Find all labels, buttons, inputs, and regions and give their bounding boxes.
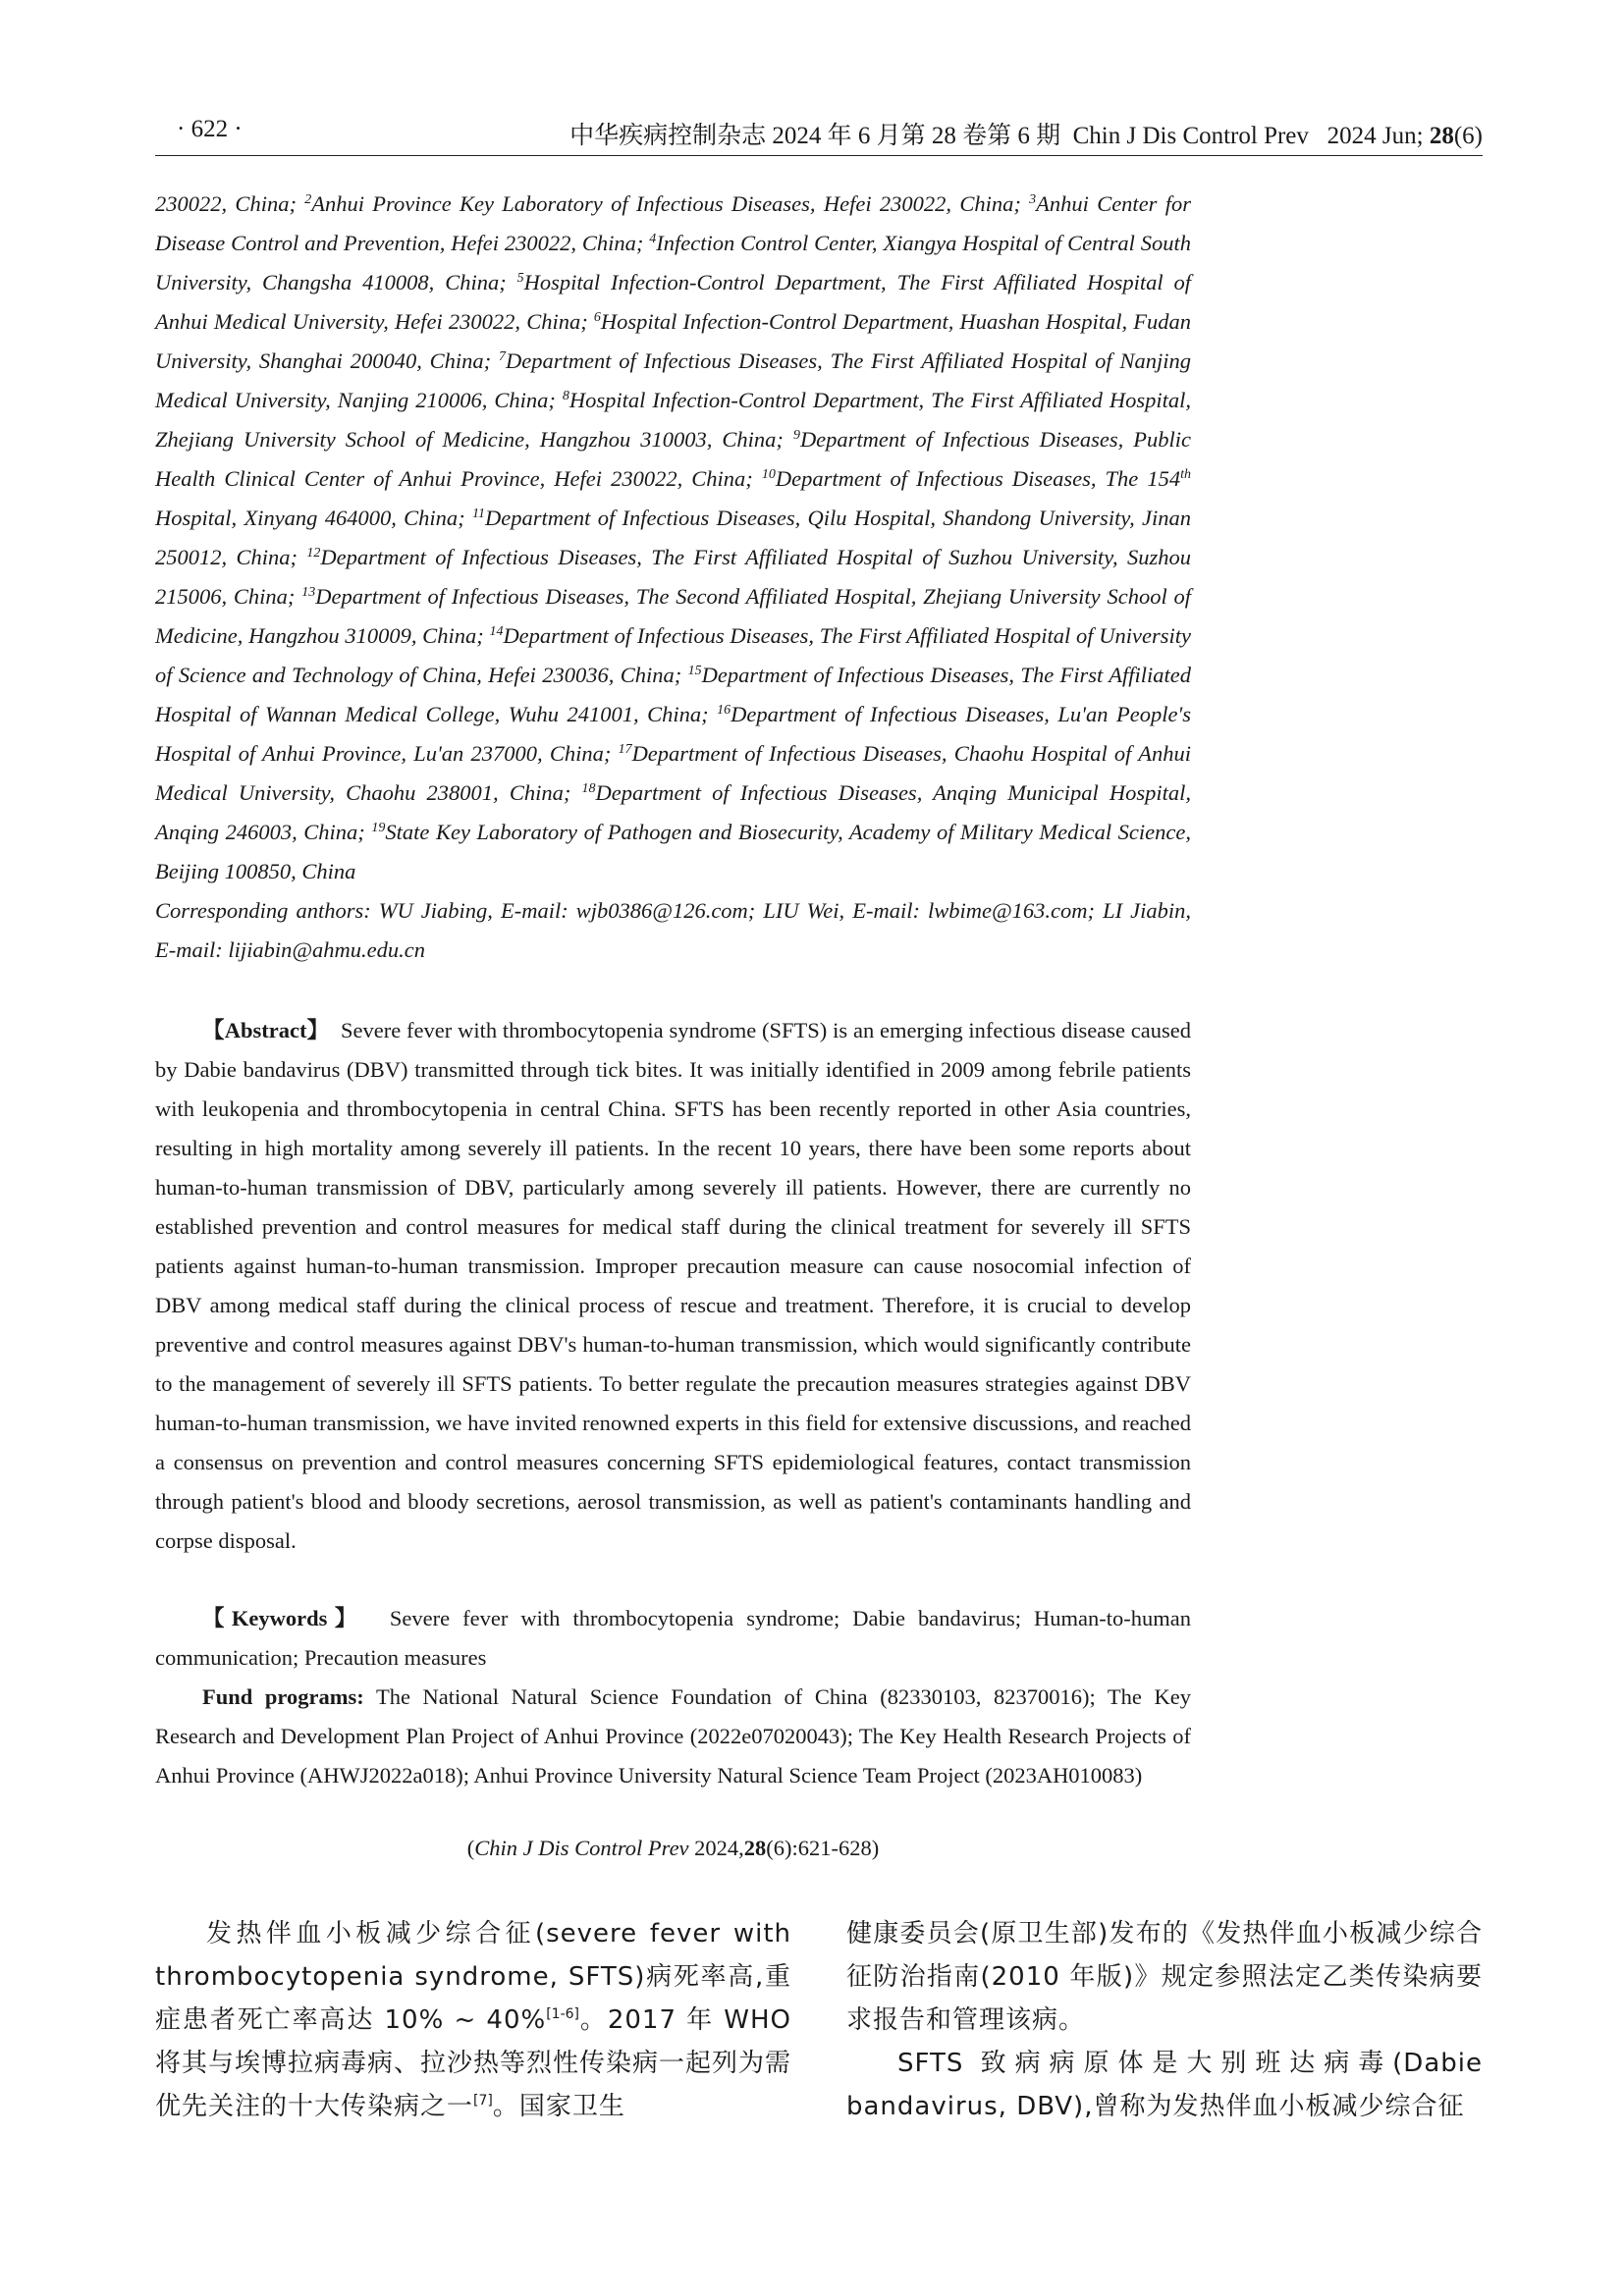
affiliation-item: $^2$Anhui Province Key Laboratory of Infectious Diseases, Hefei 230022, China; [304,191,1030,216]
affiliation-item: $^{th}$ Hospital, Xinyang 464000, China; [155,467,1191,530]
affiliation-item: $^{15}$Department of Infectious Diseases, The First Affiliated Hospital of Wannan Medical College, Wuhu 241001, China; [155,663,1191,726]
reference-marker: [7] [473,2093,493,2109]
affiliation-item: $^{10}$Department of Infectious Diseases, The 154 [761,466,1181,491]
journal-volume: 28 [1429,123,1454,149]
abstract-label: 【Abstract】 [202,1018,330,1042]
affiliations [155,185,1191,970]
body-paragraph: SFTS 致病病原体是大别班达病毒(Dabie bandavirus, DBV),曾称为发热伴血小板减少综合征 [846,2049,1483,2121]
journal-issue: (6) [1453,123,1483,149]
affiliation-item: $^7$Department of Infectious Diseases, The First Affiliated Hospital of Nanjing Medical University, Nanjing 210006, China; [155,348,1191,412]
journal-name-cn: 中华疾病控制杂志 2024 年 6 月第 28 卷第 6 期 [569,123,1061,149]
body-column-right [846,1912,1483,2128]
affiliation-item: $^{17}$Department of Infectious Diseases, Chaohu Hospital of Anhui Medical University, Chaohu 238001, China; [155,741,1191,805]
keywords-text: Severe fever with thrombocytopenia syndrome; Dabie bandavirus; Human-to-human communication; Precaution measures [155,1606,1192,1670]
affiliation-item: $^5$Hospital Infection-Control Department, The First Affiliated Hospital of Anhui Medical University, Hefei 230022, China; [155,270,1192,334]
journal-date: 2024 Jun; [1326,123,1424,149]
affiliation-item: $^{19}$State Key Laboratory of Pathogen and Biosecurity, Academy of Military Medical Science, Beijing 100850, China [155,820,1191,883]
abstract-text: Severe fever with thrombocytopenia syndrome (SFTS) is an emerging infectious disease caused by Dabie bandavirus (DBV) transmitted through tick bites. It was initially identified in 2009 among febrile patients with leukopenia and thrombocytopenia in central China. SFTS has been recently reported in other Asia countries, resulting in high mortality among severely ill patients. In the recent 10 years, there have been some reports about human-to-human transmission of DBV, particularly among severely ill patients. However, there are currently no established prevention and control measures for medical staff during the clinical treatment for severely ill SFTS patients against human-to-human transmission. Improper precaution measure can cause nosocomial infection of DBV among medical staff during the clinical process of rescue and treatment. Therefore, it is crucial to develop preventive and control measures against DBV's human-to-human transmission, which would significantly contribute to the management of severely ill SFTS patients. To better regulate the precaution measures strategies against DBV human-to-human transmission, we have invited renowned experts in this field for extensive discussions, and reached a consensus on prevention and control measures concerning SFTS epidemiological features, contact transmission through patient's blood and bloody secretions, aerosol transmission, as well as patient's contaminants handling and corpse disposal. [155,1018,1192,1553]
affiliation-item: 230022, China; [155,191,305,216]
keywords-label: 【Keywords】 [202,1606,364,1630]
journal-header [569,116,1483,151]
header-rule [155,155,1483,156]
fund-label: Fund programs: [202,1684,364,1709]
affiliation-item: $^{18}$Department of Infectious Diseases, Anqing Municipal Hospital, Anqing 246003, China; [155,780,1191,844]
affiliation-item: $^{12}$Department of Infectious Diseases, The First Affiliated Hospital of Suzhou University, Suzhou 215006, China; [155,545,1191,609]
affiliation-item: $^4$Infection Control Center, Xiangya Hospital of Central South University, Changsha 410008, China; [155,231,1191,294]
keywords [155,1599,1191,1678]
affiliation-item: $^3$Anhui Center for Disease Control and Prevention, Hefei 230022, China; [155,191,1191,255]
affiliation-item: $^{11}$Department of Infectious Diseases, Qilu Hospital, Shandong University, Jinan 250012, China; [155,506,1191,569]
affiliation-item: $^9$Department of Infectious Diseases, Public Health Clinical Center of Anhui Province, Hefei 230022, China; [155,427,1191,491]
body-paragraph: 健康委员会(原卫生部)发布的《发热伴血小板减少综合征防治指南(2010 年版)》规定参照法定乙类传染病要求报告和管理该病。 [846,1919,1483,2035]
fund-text: The National Natural Science Foundation of China (82330103, 82370016); The Key Research and Development Plan Project of Anhui Province (2022e07020043); The Key Health Research Projects of Anhui Province (AHWJ2022a018); Anhui Province University Natural Science Team Project (2023AH010083) [155,1684,1191,1788]
corresponding-authors: Corresponding anthors: WU Jiabing, E-mail: wjb0386@126.com; LIU Wei, E-mail: lwbime@163.com; LI Jiabin, E-mail: lijiabin@ahmu.edu.cn [155,898,1191,962]
affiliation-item: $^8$Hospital Infection-Control Department, The First Affiliated Hospital, Zhejiang University School of Medicine, Hangzhou 310003, China; [155,388,1191,452]
affiliation-item: $^{16}$Department of Infectious Diseases, Lu'an People's Hospital of Anhui Province, Lu'an 237000, China; [155,702,1191,766]
affiliation-item: $^{14}$Department of Infectious Diseases, The First Affiliated Hospital of University of Science and Technology of China, Hefei 230036, China; [155,623,1191,687]
citation-journal: Chin J Dis Control Prev [474,1836,689,1860]
page-number: · 622 · [177,116,243,142]
affiliation-item: $^6$Hospital Infection-Control Department, Huashan Hospital, Fudan University, Shanghai 200040, China; [155,309,1191,373]
body-paragraph: 发热伴血小板减少综合征(severe fever with thrombocytopenia syndrome, SFTS)病死率高,重症患者死亡率高达 10% ~ 40%[1-6]。2017 年 WHO 将其与埃博拉病毒病、拉沙热等烈性传染病一起列为需优先关注的十大传染病之一[7]。国家卫生 [155,1919,792,2121]
citation: (Chin J Dis Control Prev 2024,28(6):621-628) [466,1836,880,1860]
abstract [155,1011,1191,1561]
fund-programs [155,1678,1191,1795]
running-header [177,116,1483,155]
affiliation-item: $^{13}$Department of Infectious Diseases, The Second Affiliated Hospital, Zhejiang University School of Medicine, Hangzhou 310009, China; [155,584,1191,648]
journal-name-en: Chin J Dis Control Prev [1072,123,1309,149]
body-column-left [155,1912,791,2128]
reference-marker: [1-6] [546,2006,579,2022]
